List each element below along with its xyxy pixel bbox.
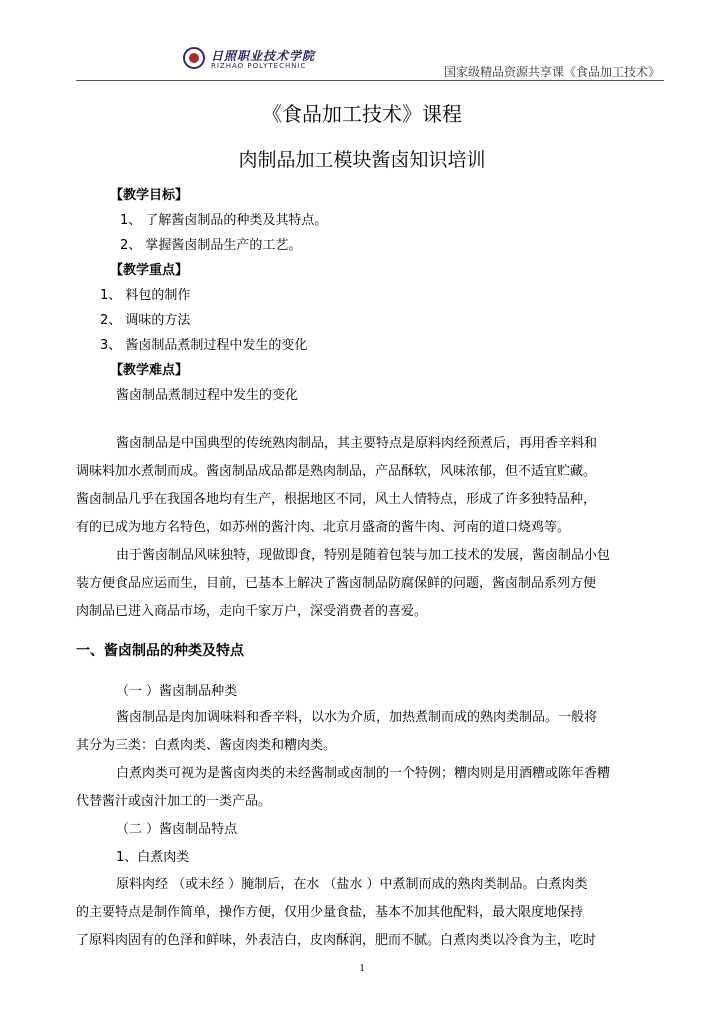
objectives-heading: 【教学目标】	[110, 188, 189, 203]
white-boiled-line: 原料肉经 （或未经 ）腌制后，在水 （盐水 ）中煮制而成的熟肉类制品。白煮肉类	[116, 877, 588, 892]
intro-p2-line: 由于酱卤制品风味独特，现做即食，特别是随着包装与加工技术的发展，酱卤制品小包	[116, 548, 611, 563]
types-p2-line: 代替酱汁或卤汁加工的一类产品。	[76, 794, 272, 809]
objective-item: 2、 掌握酱卤制品生产的工艺。	[120, 238, 302, 253]
course-title: 《食品加工技术》课程	[262, 102, 462, 126]
types-p1-line: 其分为三类：白煮肉类、酱卤肉类和糟肉类。	[76, 738, 337, 753]
college-emblem-icon	[183, 47, 205, 69]
logo-english-name: RIZHAO POLYTECHNIC	[211, 62, 307, 70]
page-number: 1	[359, 962, 365, 974]
key-point-item: 3、 酱卤制品煮制过程中发生的变化	[100, 338, 308, 353]
key-points-heading: 【教学重点】	[110, 263, 189, 278]
intro-p2-line: 肉制品已进入商品市场，走向千家万户，深受消费者的喜爱。	[76, 604, 428, 619]
logo-chinese-name: 日照职业技术学院	[211, 49, 316, 63]
subsection-heading: （一 ）酱卤制品种类	[116, 684, 238, 699]
header-divider	[76, 80, 664, 81]
subsection-heading: （二 ）酱卤制品特点	[116, 822, 238, 837]
intro-p1-line: 有的已成为地方名特色，如苏州的酱汁肉、北京月盛斋的酱牛肉、河南的道口烧鸡等。	[76, 520, 571, 535]
section-heading: 一、酱卤制品的种类及特点	[76, 643, 244, 659]
module-title: 肉制品加工模块酱卤知识培训	[238, 149, 486, 171]
page-header	[0, 0, 724, 90]
white-boiled-line: 了原料肉固有的色泽和鲜味，外表洁白，皮肉酥润，肥而不腻。白煮肉类以冷食为主，吃时	[76, 933, 597, 948]
types-p2-line: 白煮肉类可视为是酱卤肉类的未经酱制或卤制的一个特例；糟肉则是用酒糟或陈年香糟	[116, 766, 611, 781]
college-logo	[183, 47, 343, 77]
intro-p2-line: 装方便食品应运而生，目前，已基本上解决了酱卤制品防腐保鲜的问题，酱卤制品系列方便	[76, 576, 597, 591]
item-heading: 1、白煮肉类	[116, 850, 190, 865]
difficulties-text: 酱卤制品煮制过程中发生的变化	[116, 388, 299, 403]
intro-p1-line: 调味料加水煮制而成。酱卤制品成品都是熟肉制品，产品酥软，风味浓郁，但不适宜贮藏。	[76, 464, 597, 479]
types-p1-line: 酱卤制品是肉加调味料和香辛料，以水为介质，加热煮制而成的熟肉类制品。一般将	[116, 710, 598, 725]
intro-p1-line: 酱卤制品几乎在我国各地均有生产，根据地区不同，风土人情特点，形成了许多独特品种，	[76, 492, 597, 507]
key-point-item: 2、 调味的方法	[100, 313, 191, 328]
white-boiled-line: 的主要特点是制作简单，操作方便，仅用少量食盐，基本不加其他配料，最大限度地保持	[76, 905, 584, 920]
objective-item: 1、 了解酱卤制品的种类及其特点。	[120, 213, 328, 228]
course-tag: 国家级精品资源共享课《食品加工技术》	[443, 65, 660, 79]
difficulties-heading: 【教学难点】	[110, 363, 189, 378]
intro-p1-line: 酱卤制品是中国典型的传统熟肉制品，其主要特点是原料肉经预煮后，再用香辛料和	[116, 436, 598, 451]
key-point-item: 1、 料包的制作	[100, 288, 191, 303]
